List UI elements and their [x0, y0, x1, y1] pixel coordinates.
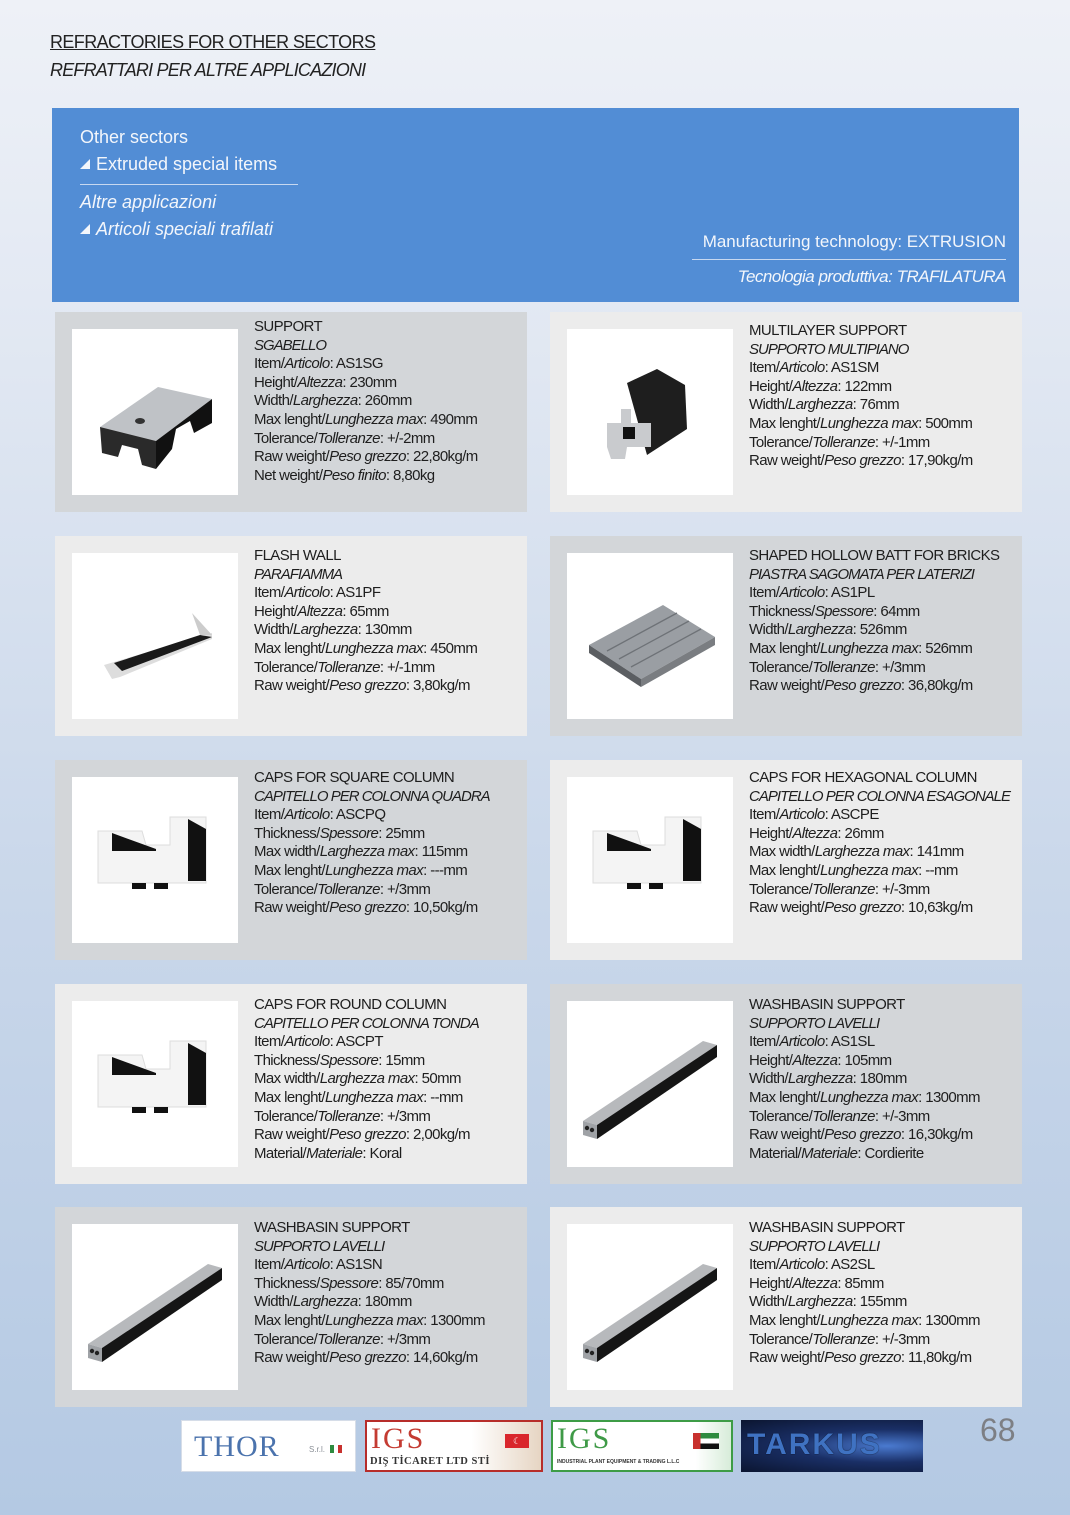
spec-line: Item/Articolo: AS1SN — [254, 1256, 383, 1274]
washbasin-beam-icon — [72, 1224, 238, 1390]
spec-line: Max width/Larghezza max: 115mm — [254, 843, 468, 861]
divider — [692, 259, 1006, 260]
spec-line: Tolerance/Tolleranze: +/3mm — [254, 1107, 431, 1125]
product-name-it: SUPPORTO LAVELLI — [254, 1237, 385, 1255]
column-cap-icon — [72, 1001, 238, 1167]
subsector-en: Extruded special items — [80, 154, 277, 175]
spec-line: Width/Larghezza: 180mm — [749, 1070, 907, 1088]
product-card — [55, 984, 527, 1184]
product-name: WASHBASIN SUPPORT — [749, 996, 905, 1013]
spec-line: Tolerance/Tolleranze: +/3mm — [749, 658, 926, 676]
product-specs — [254, 996, 479, 1163]
spec-line: Tolerance/Tolleranze: +/-1mm — [749, 433, 930, 451]
product-specs — [254, 769, 490, 918]
product-name-it: SGABELLO — [254, 336, 327, 354]
spec-line: Max lenght/Lunghezza max: 1300mm — [749, 1311, 980, 1329]
hollow-batt-icon — [567, 553, 733, 719]
spec-line: Raw weight/Peso grezzo: 10,50kg/m — [254, 899, 478, 917]
spec-line: Raw weight/Peso grezzo: 11,80kg/m — [749, 1349, 972, 1367]
spec-line: Width/Larghezza: 130mm — [254, 621, 412, 639]
igs-turkey-logo: IGS ☾ DIŞ TİCARET LTD STİ — [365, 1420, 543, 1472]
turkey-flag-icon: ☾ — [505, 1434, 529, 1448]
product-card — [55, 760, 527, 960]
product-name-it: PIASTRA SAGOMATA PER LATERIZI — [749, 565, 974, 583]
spec-line: Item/Articolo: AS1PF — [254, 584, 381, 602]
column-cap-icon — [567, 777, 733, 943]
spec-line: Height/Altezza: 230mm — [254, 373, 397, 391]
spec-line: Material/Materiale: Cordierite — [749, 1144, 924, 1162]
product-specs — [254, 1219, 485, 1368]
spec-line: Material/Materiale: Koral — [254, 1144, 402, 1162]
product-specs — [254, 318, 478, 485]
spec-line: Raw weight/Peso grezzo: 17,90kg/m — [749, 452, 973, 470]
spec-line: Width/Larghezza: 155mm — [749, 1293, 907, 1311]
product-name: SHAPED HOLLOW BATT FOR BRICKS — [749, 547, 1000, 564]
product-specs — [254, 547, 477, 696]
spec-line: Item/Articolo: ASCPT — [254, 1033, 383, 1051]
product-name-it: SUPPORTO MULTIPIANO — [749, 340, 909, 358]
spec-line: Height/Altezza: 85mm — [749, 1274, 884, 1292]
section-banner — [52, 108, 1019, 302]
spec-line: Item/Articolo: AS1SG — [254, 355, 383, 373]
spec-line: Height/Altezza: 105mm — [749, 1051, 892, 1069]
washbasin-beam-icon — [567, 1001, 733, 1167]
washbasin-beam-icon — [567, 1224, 733, 1390]
multilayer-support-icon — [567, 329, 733, 495]
product-name-it: SUPPORTO LAVELLI — [749, 1014, 880, 1032]
spec-line: Item/Articolo: AS1SL — [749, 1033, 875, 1051]
product-specs — [749, 996, 980, 1163]
uae-flag-icon — [693, 1433, 719, 1449]
spec-line: Max lenght/Lunghezza max: 500mm — [749, 414, 973, 432]
product-name: SUPPORT — [254, 318, 323, 335]
product-card — [550, 536, 1022, 736]
spec-line: Max lenght/Lunghezza max: --mm — [749, 861, 958, 879]
product-card — [550, 1207, 1022, 1407]
spec-line: Tolerance/Tolleranze: +/3mm — [254, 880, 431, 898]
spec-line: Tolerance/Tolleranze: +/3mm — [254, 1330, 431, 1348]
spec-line: Width/Larghezza: 526mm — [749, 621, 907, 639]
product-name: MULTILAYER SUPPORT — [749, 322, 907, 339]
product-specs — [749, 1219, 980, 1368]
spec-line: Raw weight/Peso grezzo: 3,80kg/m — [254, 677, 470, 695]
italy-flag-icon — [330, 1445, 342, 1453]
subsector-it: Articoli speciali trafilati — [80, 219, 273, 240]
page-title: REFRACTORIES FOR OTHER SECTORS — [50, 32, 376, 52]
spec-line: Thickness/Spessore: 15mm — [254, 1051, 425, 1069]
spec-line: Max lenght/Lunghezza max: 1300mm — [254, 1311, 485, 1329]
spec-line: Width/Larghezza: 180mm — [254, 1293, 412, 1311]
page-subtitle: REFRATTARI PER ALTRE APPLICAZIONI — [50, 60, 366, 80]
spec-line: Item/Articolo: ASCPE — [749, 806, 879, 824]
page-number: 68 — [980, 1412, 1016, 1448]
spec-line: Height/Altezza: 65mm — [254, 602, 389, 620]
sector-it: Altre applicazioni — [80, 192, 217, 212]
product-specs — [749, 322, 973, 471]
column-cap-icon — [72, 777, 238, 943]
tech-en: Manufacturing technology: EXTRUSION — [702, 232, 1006, 251]
spec-line: Raw weight/Peso grezzo: 14,60kg/m — [254, 1349, 478, 1367]
igs-uae-logo: IGS INDUSTRIAL PLANT EQUIPMENT & TRADING L.L.C — [551, 1420, 733, 1472]
thor-logo: THOR S.r.l. — [181, 1420, 356, 1472]
tarkus-logo: TARKUS — [741, 1420, 923, 1472]
spec-line: Raw weight/Peso grezzo: 2,00kg/m — [254, 1126, 470, 1144]
spec-line: Thickness/Spessore: 64mm — [749, 602, 920, 620]
flash-wall-icon — [72, 553, 238, 719]
spec-line: Width/Larghezza: 260mm — [254, 392, 412, 410]
product-name-it: PARAFIAMMA — [254, 565, 343, 583]
spec-line: Item/Articolo: ASCPQ — [254, 806, 386, 824]
sector-en: Other sectors — [80, 127, 189, 147]
spec-line: Thickness/Spessore: 85/70mm — [254, 1274, 444, 1292]
spec-line: Item/Articolo: AS2SL — [749, 1256, 875, 1274]
product-name: FLASH WALL — [254, 547, 341, 564]
product-name-it: CAPITELLO PER COLONNA QUADRA — [254, 787, 490, 805]
triangle-bullet-icon — [80, 159, 90, 169]
product-specs — [749, 769, 1010, 918]
product-name: WASHBASIN SUPPORT — [749, 1219, 905, 1236]
product-name-it: CAPITELLO PER COLONNA TONDA — [254, 1014, 479, 1032]
spec-line: Max lenght/Lunghezza max: 490mm — [254, 410, 478, 428]
spec-line: Tolerance/Tolleranze: +/-3mm — [749, 1330, 930, 1348]
spec-line: Height/Altezza: 122mm — [749, 377, 892, 395]
product-card — [55, 1207, 527, 1407]
spec-line: Tolerance/Tolleranze: +/-2mm — [254, 429, 435, 447]
product-name: CAPS FOR SQUARE COLUMN — [254, 769, 455, 786]
spec-line: Max width/Larghezza max: 50mm — [254, 1070, 461, 1088]
spec-line: Raw weight/Peso grezzo: 10,63kg/m — [749, 899, 973, 917]
spec-line: Max width/Larghezza max: 141mm — [749, 843, 964, 861]
product-card — [55, 312, 527, 512]
support-stool-icon — [72, 329, 238, 495]
spec-line: Tolerance/Tolleranze: +/-3mm — [749, 1107, 930, 1125]
spec-line: Max lenght/Lunghezza max: --mm — [254, 1088, 463, 1106]
spec-line: Thickness/Spessore: 25mm — [254, 824, 425, 842]
spec-line: Width/Larghezza: 76mm — [749, 396, 899, 414]
spec-line: Item/Articolo: AS1SM — [749, 359, 879, 377]
product-name: CAPS FOR HEXAGONAL COLUMN — [749, 769, 977, 786]
product-card — [550, 312, 1022, 512]
product-specs — [749, 547, 999, 696]
product-card — [550, 984, 1022, 1184]
product-card — [55, 536, 527, 736]
product-name: CAPS FOR ROUND COLUMN — [254, 996, 447, 1013]
spec-line: Raw weight/Peso grezzo: 36,80kg/m — [749, 677, 973, 695]
product-name: WASHBASIN SUPPORT — [254, 1219, 410, 1236]
spec-line: Tolerance/Tolleranze: +/-1mm — [254, 658, 435, 676]
spec-line: Max lenght/Lunghezza max: 1300mm — [749, 1088, 980, 1106]
triangle-bullet-icon — [80, 224, 90, 234]
divider — [80, 184, 298, 185]
spec-line: Max lenght/Lunghezza max: 526mm — [749, 639, 973, 657]
spec-line: Item/Articolo: AS1PL — [749, 584, 875, 602]
product-name-it: CAPITELLO PER COLONNA ESAGONALE — [749, 787, 1011, 805]
product-card — [550, 760, 1022, 960]
product-name-it: SUPPORTO LAVELLI — [749, 1237, 880, 1255]
spec-line: Height/Altezza: 26mm — [749, 824, 884, 842]
spec-line: Net weight/Peso finito: 8,80kg — [254, 466, 435, 484]
spec-line: Max lenght/Lunghezza max: 450mm — [254, 639, 478, 657]
tech-it: Tecnologia produttiva: TRAFILATURA — [737, 267, 1006, 286]
spec-line: Raw weight/Peso grezzo: 22,80kg/m — [254, 448, 478, 466]
spec-line: Max lenght/Lunghezza max: ---mm — [254, 861, 468, 879]
spec-line: Raw weight/Peso grezzo: 16,30kg/m — [749, 1126, 973, 1144]
spec-line: Tolerance/Tolleranze: +/-3mm — [749, 880, 930, 898]
